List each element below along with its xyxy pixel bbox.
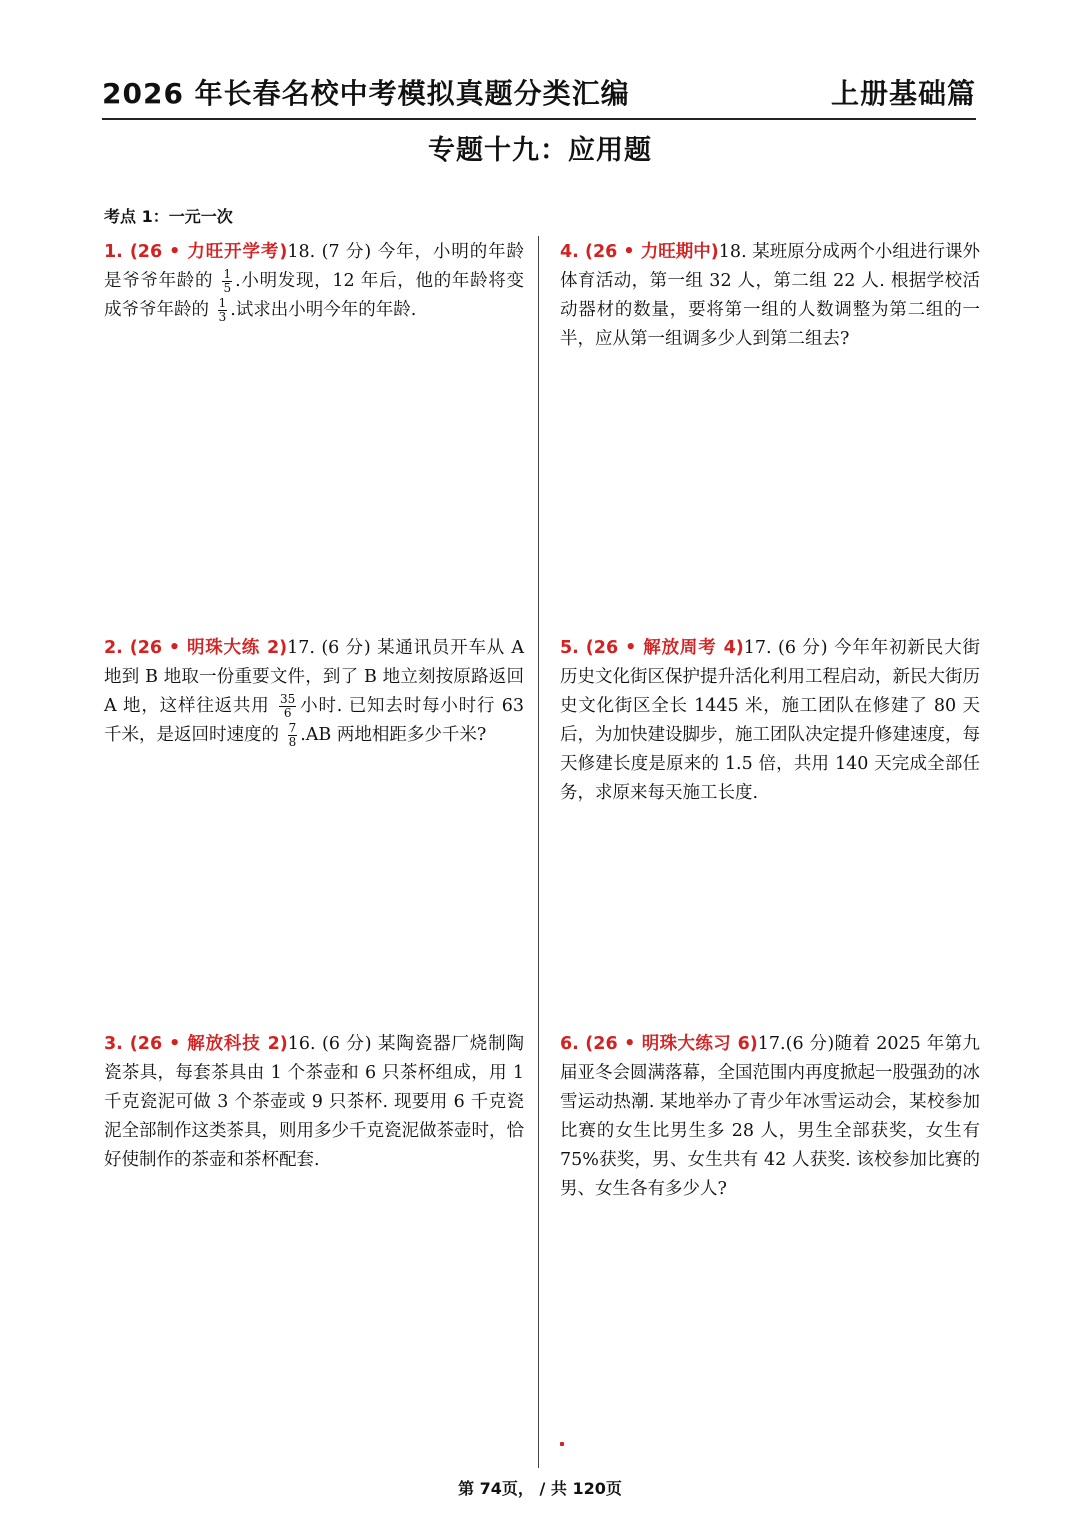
- topic-title: 专题十九：应用题: [428, 135, 652, 166]
- question-text: 小时. 已知去时每小时行 63 千米，是返回时速度的: [104, 696, 524, 745]
- fraction-denominator: 8: [288, 735, 297, 749]
- fraction-numerator: 35: [280, 692, 296, 706]
- question-source: 3. (26 • 解放科技 2): [104, 1034, 288, 1054]
- page-footer: 第 74页， / 共 120页: [458, 1479, 622, 1498]
- column-divider: [538, 236, 539, 1468]
- question-text: 17. (6 分) 今年年初新民大街历史文化街区保护提升活化利用工程启动，新民大街历史文化街区全长 1445 米，施工团队在修建了 80 天后，为加快建设脚步，施工团队决定提升修建速度，每天修建长度是原来的 1.5 倍，共用 140 天完成全部任务，求原来每天施工长度.: [560, 638, 980, 803]
- question-text: .AB 两地相距多少千米?: [300, 725, 487, 745]
- page-header: [102, 74, 976, 120]
- fraction-numerator: 7: [288, 721, 297, 735]
- question-3: [104, 1030, 524, 1175]
- fraction-denominator: 6: [283, 706, 292, 720]
- question-source: 5. (26 • 解放周考 4): [560, 638, 744, 658]
- question-text: 17.(6 分)随着 2025 年第九届亚冬会圆满落幕，全国范围内再度掀起一股强劲的冰雪运动热潮. 某地举办了青少年冰雪运动会，某校参加比赛的女生比男生多 28 人，男生全部获奖，女生有 75%获奖，男、女生共有 42 人获奖. 该校参加比赛的男、女生各有多少人?: [560, 1034, 980, 1199]
- question-text: 18. (7 分) 今年，小明的年龄是爷爷年龄的: [104, 242, 525, 291]
- question-text: 18. 某班原分成两个小组进行课外体育活动，第一组 32 人，第二组 22 人. 根据学校活动器材的数量，要将第一组的人数调整为第二组的一半，应从第一组调多少人到第二组去?: [560, 242, 980, 349]
- question-4: [560, 238, 980, 354]
- question-text: 16. (6 分) 某陶瓷器厂烧制陶瓷茶具，每套茶具由 1 个茶壶和 6 只茶杯组成，用 1 千克瓷泥可做 3 个茶壶或 9 只茶杯. 现要用 6 千克瓷泥全部制作这类茶具，则用多少千克瓷泥做茶壶时，恰好使制作的茶壶和茶杯配套.: [104, 1034, 524, 1170]
- question-text: .小明发现，12 年后，他的年龄将变成爷爷年龄的: [104, 271, 524, 320]
- fraction: [218, 297, 228, 324]
- question-text: .试求出小明今年的年龄.: [230, 300, 417, 320]
- header-volume-label: 上册基础篇: [830, 77, 976, 110]
- fraction-numerator: 1: [218, 296, 227, 310]
- question-source: 4. (26 • 力旺期中): [560, 242, 719, 262]
- fraction: [222, 268, 232, 295]
- fraction-numerator: 1: [223, 267, 232, 281]
- question-2: [104, 634, 524, 750]
- question-source: 1. (26 • 力旺开学考): [104, 242, 288, 262]
- section-heading: 考点 1：一元一次: [104, 207, 233, 226]
- fraction: [288, 722, 298, 749]
- question-source: 2. (26 • 明珠大练 2): [104, 638, 288, 658]
- question-5: [560, 634, 980, 808]
- red-mark: [560, 1442, 564, 1446]
- fraction: [279, 693, 296, 720]
- question-source: 6. (26 • 明珠大练习 6): [560, 1034, 758, 1054]
- fraction-denominator: 3: [218, 310, 227, 324]
- header-title: 2026 年长春名校中考模拟真题分类汇编: [102, 77, 630, 110]
- fraction-denominator: 5: [223, 281, 232, 295]
- question-1: [104, 238, 524, 325]
- question-text: 17. (6 分) 某通讯员开车从 A 地到 B 地取一份重要文件，到了 B 地立刻按原路返回 A 地，这样往返共用: [104, 638, 524, 716]
- question-6: [560, 1030, 980, 1204]
